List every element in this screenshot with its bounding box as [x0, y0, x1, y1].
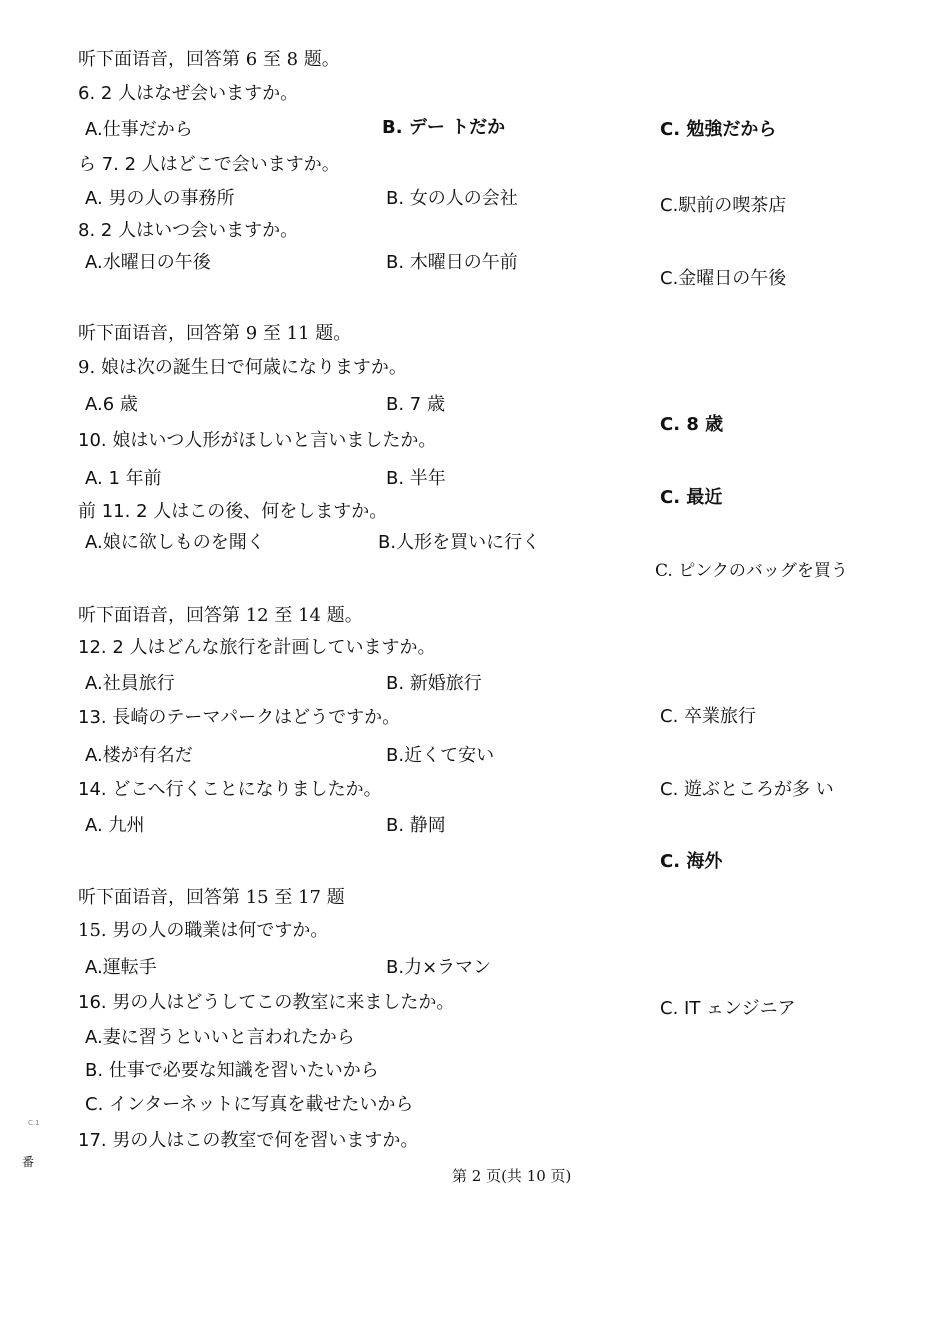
q10-option-a: A. 1 年前 [85, 468, 162, 489]
section-header: 听下面语音，回答第 12 至 14 题。 [78, 605, 363, 626]
question-15: 15. 男の人の職業は何ですか。 [78, 920, 329, 941]
q15-option-c: C. IT ェンジニア [660, 998, 796, 1019]
q13-option-b: B.近くて安い [386, 745, 495, 766]
q14-option-c: C. 海外 [660, 851, 723, 872]
page-footer: 第 2 页(共 10 页) [452, 1167, 572, 1185]
question-17: 17. 男の人はこの教室で何を習いますか。 [78, 1130, 419, 1151]
q13-option-c: C. 遊ぶところが多 い [660, 779, 834, 800]
q11-option-c: C. ピンクのバッグを買う [655, 561, 848, 581]
q10-option-b: B. 半年 [386, 468, 446, 489]
section-header: 听下面语音，回答第 9 至 11 题。 [78, 323, 352, 344]
q12-option-c: C. 卒業旅行 [660, 706, 757, 727]
q7-option-b: B. 女の人の会社 [386, 188, 518, 209]
q6-option-a: A.仕事だから [85, 119, 193, 140]
q8-option-a: A.水曜日の午後 [85, 252, 211, 273]
section-header: 听下面语音，回答第 6 至 8 题。 [78, 49, 340, 70]
margin-mark: 番 [22, 1155, 35, 1169]
question-13: 13. 長崎のテーマパークはどうですか。 [78, 707, 401, 728]
q16-option-c: C. インターネットに写真を載せたいから [85, 1094, 414, 1115]
q7-option-c: C.駅前の喫茶店 [660, 195, 787, 216]
question-7: ら 7. 2 人はどこで会いますか。 [78, 154, 340, 175]
q10-option-c: C. 最近 [660, 487, 723, 508]
q15-option-b: B.力×ラマン [386, 957, 492, 978]
margin-mark: C.1 [28, 1119, 40, 1127]
q14-option-b: B. 静岡 [386, 815, 446, 836]
q6-option-b: B. デー トだか [382, 117, 506, 138]
q11-option-a: A.娘に欲しものを聞く [85, 532, 265, 553]
q7-option-a: A. 男の人の事務所 [85, 188, 235, 209]
q12-option-a: A.社員旅行 [85, 673, 175, 694]
q15-option-a: A.運転手 [85, 957, 157, 978]
question-14: 14. どこへ行くことになりましたか。 [78, 779, 382, 800]
q6-option-c: C. 勉強だから [660, 119, 777, 140]
question-9: 9. 娘は次の誕生日で何歳になりますか。 [78, 357, 407, 378]
question-16: 16. 男の人はどうしてこの教室に来ましたか。 [78, 992, 455, 1013]
q14-option-a: A. 九州 [85, 815, 145, 836]
q9-option-a: A.6 歳 [85, 394, 138, 415]
q9-option-b: B. 7 歳 [386, 394, 445, 415]
q8-option-b: B. 木曜日の午前 [386, 252, 518, 273]
q16-option-b: B. 仕事で必要な知識を習いたいから [85, 1060, 379, 1081]
question-6: 6. 2 人はなぜ会いますか。 [78, 83, 299, 104]
question-10: 10. 娘はいつ人形がほしいと言いましたか。 [78, 430, 437, 451]
question-11: 前 11. 2 人はこの後、何をしますか。 [78, 501, 388, 522]
q12-option-b: B. 新婚旅行 [386, 673, 482, 694]
section-header: 听下面语音，回答第 15 至 17 题 [78, 887, 345, 908]
q16-option-a: A.妻に習うといいと言われたから [85, 1027, 355, 1048]
q13-option-a: A.楼が有名だ [85, 745, 193, 766]
question-12: 12. 2 人はどんな旅行を計画していますか。 [78, 637, 436, 658]
q11-option-b: B.人形を買いに行く [378, 532, 541, 553]
q8-option-c: C.金曜日の午後 [660, 268, 787, 289]
q9-option-c: C. 8 歳 [660, 414, 724, 435]
question-8: 8. 2 人はいつ会いますか。 [78, 220, 299, 241]
